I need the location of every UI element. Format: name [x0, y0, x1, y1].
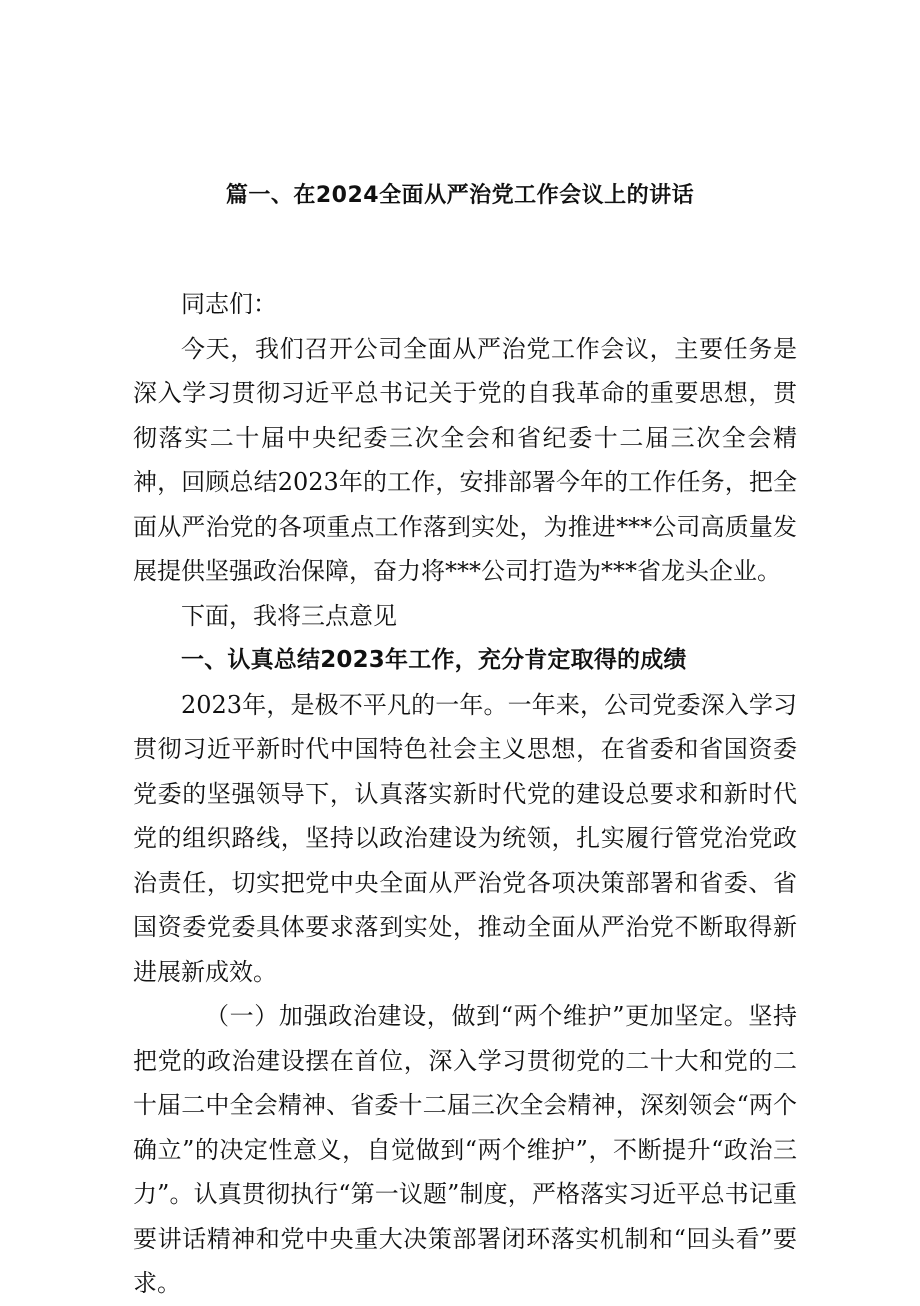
document-title: 篇一、在2024全面从严治党工作会议上的讲话 [225, 183, 695, 208]
salutation: 同志们： [181, 290, 277, 318]
section-heading-1: 一、认真总结2023年工作，充分肯定取得的成绩 [181, 647, 687, 673]
intro-paragraph: 今天，我们召开公司全面从严治党工作会议，主要任务是深入学习贯彻习近平总书记关于党的自我革命的重要思想，贯彻落实二十届中央纪委三次全会和省纪委十二届三次全会精神，回顾总结2023年的工作，安排部署今年的工作任务，把全面从严治党的各项重点工作落到实处，为推进***公司高质量发展提供坚强政治保障，奋力将***公司打造为***省龙头企业。 [133, 334, 797, 585]
document-body [133, 282, 797, 1306]
section-1-paragraph-1: 2023年，是极不平凡的一年。一年来，公司党委深入学习贯彻习近平新时代中国特色社会主义思想，在省委和省国资委党委的坚强领导下，认真落实新时代党的建设总要求和新时代党的组织路线，坚持以政治建设为统领，扎实履行管党治党政治责任，切实把党中央全面从严治党各项决策部署和省委、省国资委党委具体要求落到实处，推动全面从严治党不断取得新进展新成效。 [133, 690, 797, 986]
section-1-paragraph-2: （一）加强政治建设，做到“两个维护”更加坚定。坚持把党的政治建设摆在首位，深入学习贯彻党的二十大和党的二十届二中全会精神、省委十二届三次全会精神，深刻领会“两个确立”的决定性意义，自觉做到“两个维护”，不断提升“政治三力”。认真贯彻执行“第一议题”制度，严格落实习近平总书记重要讲话精神和党中央重大决策部署闭环落实机制和“回头看”要求。 [133, 1002, 797, 1297]
transition-paragraph: 下面，我将三点意见 [181, 601, 397, 630]
